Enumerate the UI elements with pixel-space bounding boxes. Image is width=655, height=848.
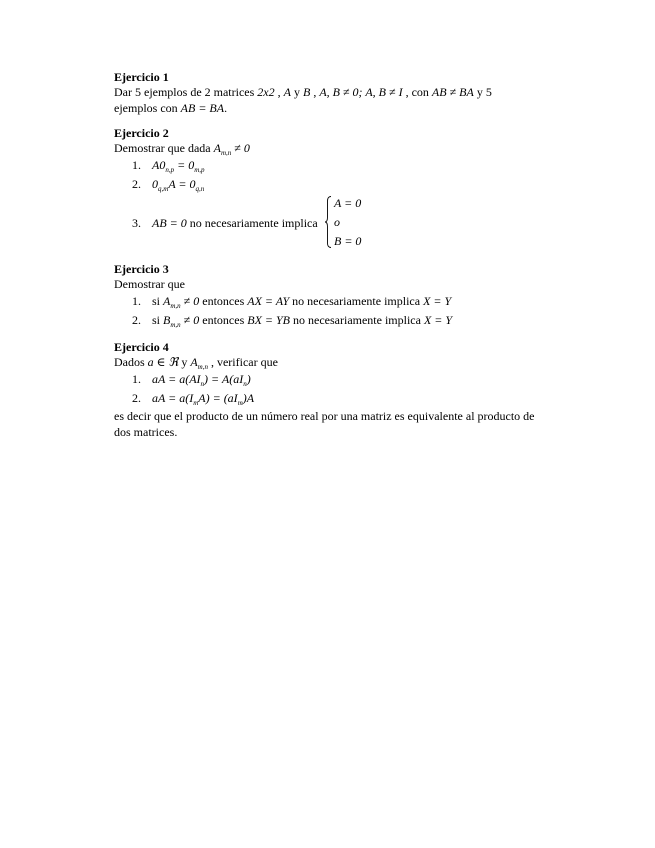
exercise-2-title: Ejercicio 2	[114, 126, 169, 140]
cases-list	[334, 194, 361, 251]
exercise-4-intro: Dados a ∈ ℜ y $A_{m,n}$ , verificar que	[114, 355, 278, 371]
case-or: o	[334, 215, 340, 229]
exercise-1-line-1: Dar 5 ejemplos de 2 matrices 2x2 , A y B , A, B ≠ 0; A, B ≠ I , con AB ≠ BA y 5	[114, 85, 492, 99]
exercise-3-intro: Demostrar que	[114, 277, 185, 291]
exercise-4-item-1: 1. aA = $a(AI_n) = A(aI_n)$	[132, 372, 251, 388]
exercise-2-item-3-text: AB = 0 no necesariamente implica	[152, 216, 318, 230]
exercise-4	[114, 340, 544, 440]
exercise-1-title: Ejercicio 1	[114, 70, 169, 84]
case-b-zero: B = 0	[334, 234, 362, 248]
exercise-2-intro: Demostrar que dada $A_{m,n} \ne 0$	[114, 141, 250, 157]
exercise-4-item-2: 2. aA = $a(I_mA) = (aI_m)A$	[132, 391, 255, 407]
exercise-4-title: Ejercicio 4	[114, 340, 169, 354]
exercise-4-closing: es decir que el producto de un número real por una matriz es equivalente al producto de dos matrices.	[114, 409, 535, 439]
document-page	[114, 70, 544, 450]
left-brace	[325, 196, 331, 248]
exercise-2-item-2: 2. $0_{q,m}A = 0_{q,n}$	[132, 177, 205, 193]
exercise-3-item-2: 2. si $B_{m,n} \ne 0$ entonces BX = YB no necesariamente implica X = Y	[132, 313, 453, 329]
exercise-3-title: Ejercicio 3	[114, 262, 169, 276]
exercise-1-line-2: ejemplos con AB = BA.	[114, 101, 228, 115]
exercise-3	[114, 262, 544, 330]
exercise-3-item-1: 1. si $A_{m,n} \ne 0$ entonces AX = AY no necesariamente implica X = Y	[132, 294, 452, 310]
exercise-2	[114, 126, 544, 252]
exercise-2-item-3: 3. AB = 0 no necesariamente implica A = 0 o B = 0	[114, 194, 544, 252]
exercise-1	[114, 70, 544, 116]
case-a-zero: A = 0	[334, 196, 362, 210]
exercise-2-item-1: 1. $A0_{n,p} = 0_{m,p}$	[132, 158, 205, 174]
